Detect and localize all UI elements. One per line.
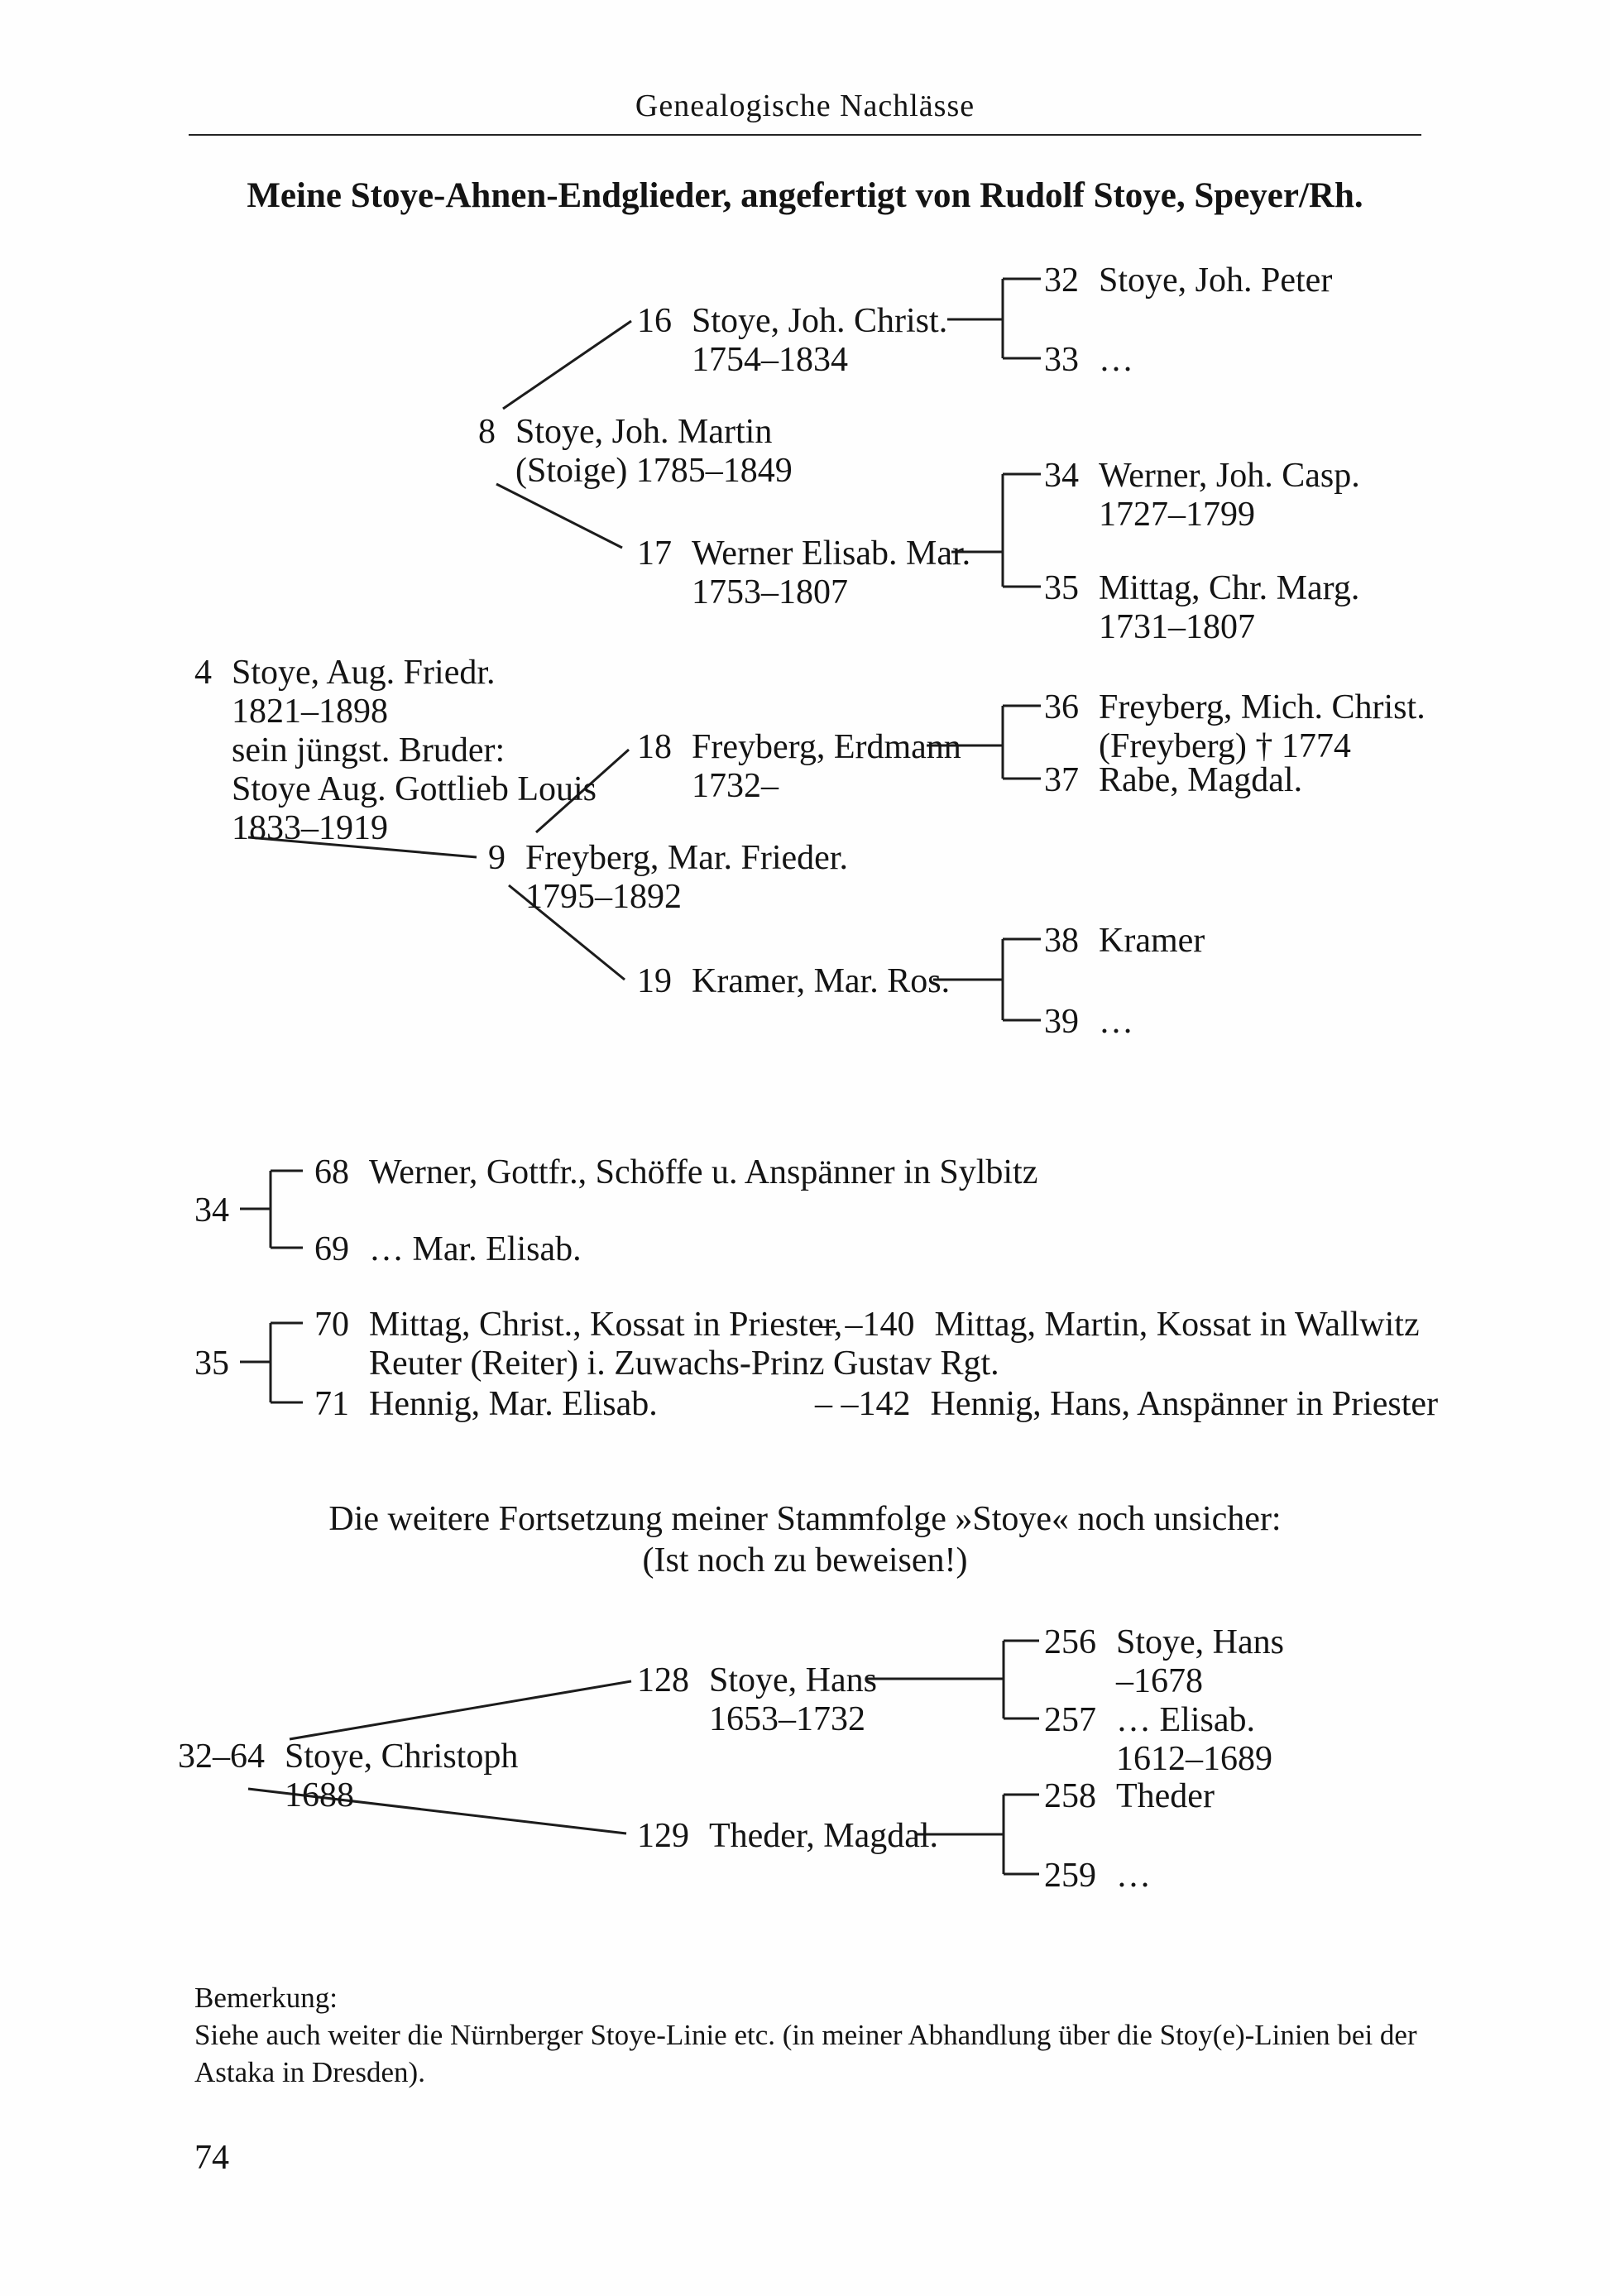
tree-node-number: – –140: [819, 1306, 915, 1344]
tree-node-line: …: [1099, 1003, 1133, 1041]
tree-node-number: 19: [637, 962, 672, 1000]
tree-node-line: Stoye, Christoph: [285, 1738, 519, 1776]
tree-node-9: [488, 839, 848, 917]
tree-node-line: Mittag, Martin, Kossat in Wallwitz: [934, 1306, 1420, 1344]
note-line1: Siehe auch weiter die Nürnberger Stoye-Linie etc. (in meiner Abhandlung über die Stoy(e)-Linien bei der: [194, 2019, 1417, 2051]
tree-node-line: … Mar. Elisab.: [369, 1230, 582, 1268]
note-line2: Astaka in Dresden).: [194, 2056, 425, 2088]
tree-node-number: 32: [1044, 261, 1079, 300]
connector-line: [503, 321, 631, 409]
note-heading: Bemerkung:: [194, 1982, 338, 2014]
tree-node-17: [637, 534, 970, 612]
tree-node-number: 259: [1044, 1857, 1096, 1895]
tree-node-line: Freyberg, Mich. Christ.: [1099, 688, 1426, 726]
tree-node-number: 257: [1044, 1701, 1096, 1739]
tree-node-35-label: [194, 1345, 249, 1383]
tree-node-number: 35: [194, 1345, 229, 1383]
tree-node-text: [692, 728, 961, 806]
tree-node-text: [935, 1306, 1420, 1345]
tree-node-16: [637, 302, 947, 380]
tree-node-line: Stoye, Hans: [1116, 1623, 1284, 1661]
tree-node-number: 33: [1044, 341, 1079, 379]
tree-node-number: 18: [637, 728, 672, 766]
tree-node-number: 4: [194, 654, 212, 692]
tree-node-line: 1753–1807: [692, 573, 848, 611]
tree-node-line: Mittag, Chr. Marg.: [1099, 569, 1360, 607]
tree-node-line: sein jüngst. Bruder:: [232, 731, 506, 769]
tree-node-number: 36: [1044, 688, 1079, 726]
tree-node-19: [637, 962, 950, 1001]
tree-node-number: 17: [637, 534, 672, 573]
tree-node-line: (Freyberg) † 1774: [1099, 727, 1351, 765]
tree-node-text: [709, 1661, 877, 1739]
tree-node-line: 1612–1689: [1116, 1740, 1272, 1778]
tree-node-text: [692, 302, 947, 380]
tree-node-text: [525, 839, 848, 917]
tree-node-259: [1044, 1857, 1151, 1896]
tree-node-37: [1044, 761, 1302, 800]
tree-node-36: [1044, 688, 1426, 766]
page-title: Meine Stoye-Ahnen-Endglieder, angefertigt von Rudolf Stoye, Speyer/Rh.: [247, 176, 1363, 215]
tree-node-text: [369, 1230, 582, 1269]
tree-node-line: Werner Elisab. Mar.: [692, 534, 971, 573]
tree-node-number: 8: [478, 413, 496, 451]
tree-node-line: Theder, Magdal.: [709, 1817, 939, 1855]
tree-node-number: 68: [314, 1153, 349, 1191]
tree-node-line: 1833–1919: [232, 809, 388, 847]
tree-node-text: [692, 962, 950, 1001]
tree-node-text: [1116, 1701, 1272, 1779]
tree-node-text: [515, 413, 793, 491]
tree-node-140: [819, 1306, 1420, 1345]
subheading-line2: (Ist noch zu beweisen!): [642, 1541, 968, 1579]
tree-node-number: 71: [314, 1385, 349, 1423]
tree-node-line: 1754–1834: [692, 341, 848, 379]
tree-node-32: [1044, 261, 1332, 300]
tree-node-line: Stoye, Aug. Friedr.: [232, 654, 496, 692]
tree-node-68: [314, 1153, 1037, 1192]
tree-node-256: [1044, 1623, 1284, 1701]
tree-node-line: 1653–1732: [709, 1700, 865, 1738]
tree-node-line: 1821–1898: [232, 693, 388, 731]
tree-node-text: [1116, 1857, 1151, 1896]
tree-node-line: Hennig, Mar. Elisab.: [369, 1385, 658, 1423]
tree-node-number: 70: [314, 1306, 349, 1344]
tree-node-line: Kramer, Mar. Ros.: [692, 962, 951, 1000]
tree-node-line: Stoye, Joh. Martin: [515, 413, 773, 451]
tree-node-number: 37: [1044, 761, 1079, 799]
tree-node-number: 32–64: [178, 1738, 265, 1776]
tree-node-number: 34: [1044, 457, 1079, 495]
tree-node-text: [1099, 457, 1360, 534]
tree-node-line: Stoye, Joh. Christ.: [692, 302, 948, 340]
note-block: [194, 1979, 1417, 2091]
tree-node-text: [1099, 1003, 1133, 1042]
tree-node-38: [1044, 922, 1205, 961]
tree-node-text: [1099, 341, 1133, 380]
tree-node-number: 9: [488, 839, 506, 877]
tree-node-line: 1727–1799: [1099, 496, 1255, 534]
tree-node-number: 39: [1044, 1003, 1079, 1041]
tree-node-text: [709, 1817, 938, 1856]
tree-node-line: Mittag, Christ., Kossat in Priester,: [369, 1306, 843, 1344]
tree-node-line: …: [1099, 341, 1133, 379]
subheading-line1: Die weitere Fortsetzung meiner Stammfolge »Stoye« noch unsicher:: [328, 1500, 1282, 1538]
tree-node-32-64: [178, 1738, 518, 1815]
tree-node-text: [931, 1385, 1439, 1424]
tree-node-line: Rabe, Magdal.: [1099, 761, 1303, 799]
tree-node-text: [1099, 761, 1302, 800]
tree-node-text: [232, 654, 597, 848]
tree-node-line: Freyberg, Mar. Frieder.: [525, 839, 848, 877]
tree-node-text: [1116, 1623, 1284, 1701]
tree-node-text: [369, 1153, 1037, 1192]
tree-node-257: [1044, 1701, 1272, 1779]
tree-node-line: Theder: [1116, 1777, 1215, 1815]
tree-node-text: [285, 1738, 518, 1815]
tree-node-text: [1116, 1777, 1215, 1816]
tree-node-line: Kramer: [1099, 922, 1205, 960]
tree-node-line: 1732–: [692, 767, 779, 805]
tree-node-number: 34: [194, 1191, 229, 1229]
tree-node-35-top: [1044, 569, 1359, 647]
tree-node-line: Werner, Joh. Casp.: [1099, 457, 1360, 495]
tree-node-18: [637, 728, 961, 806]
tree-node-128: [637, 1661, 877, 1739]
tree-node-line: (Stoige) 1785–1849: [515, 452, 793, 490]
tree-node-34-top: [1044, 457, 1360, 534]
tree-node-line: …: [1116, 1857, 1151, 1895]
tree-node-129: [637, 1817, 938, 1856]
tree-node-4: [194, 654, 597, 848]
tree-node-line: Stoye, Hans: [709, 1661, 877, 1699]
tree-node-258: [1044, 1777, 1215, 1816]
tree-node-line: 1731–1807: [1099, 608, 1255, 646]
page-number: 74: [194, 2139, 229, 2177]
tree-node-line: Hennig, Hans, Anspänner in Priester: [930, 1385, 1439, 1423]
tree-node-number: 35: [1044, 569, 1079, 607]
tree-node-line: 1795–1892: [525, 878, 682, 916]
tree-node-39: [1044, 1003, 1133, 1042]
tree-node-number: – –142: [815, 1385, 911, 1423]
tree-node-number: 38: [1044, 922, 1079, 960]
tree-node-line: Stoye, Joh. Peter: [1099, 261, 1333, 300]
tree-node-number: 16: [637, 302, 672, 340]
tree-node-number: 129: [637, 1817, 689, 1855]
tree-node-34-label: [194, 1191, 249, 1230]
tree-node-number: 258: [1044, 1777, 1096, 1815]
tree-node-33: [1044, 341, 1133, 380]
tree-node-line: Stoye Aug. Gottlieb Louis: [232, 770, 597, 808]
tree-node-text: [369, 1385, 658, 1424]
tree-node-number: 69: [314, 1230, 349, 1268]
tree-node-number: 256: [1044, 1623, 1096, 1661]
tree-node-line: –1678: [1116, 1662, 1203, 1700]
tree-node-text: [1099, 688, 1426, 766]
tree-node-text: [1099, 922, 1205, 961]
tree-node-142: [815, 1385, 1438, 1424]
tree-node-text: [692, 534, 970, 612]
tree-node-71: [314, 1385, 658, 1424]
tree-node-line: 1688: [285, 1776, 354, 1814]
tree-node-text: [1099, 569, 1359, 647]
tree-node-text: [1099, 261, 1332, 300]
tree-node-8: [478, 413, 793, 491]
tree-node-line: Freyberg, Erdmann: [692, 728, 961, 766]
running-header: Genealogische Nachlässe: [635, 89, 975, 123]
connector-line: [496, 484, 622, 548]
tree-node-line: … Elisab.: [1116, 1701, 1255, 1739]
tree-node-line: Werner, Gottfr., Schöffe u. Anspänner in Sylbitz: [369, 1153, 1038, 1191]
tree-node-line: Reuter (Reiter) i. Zuwachs-Prinz Gustav Rgt.: [369, 1345, 999, 1383]
tree-node-number: 128: [637, 1661, 689, 1699]
tree-node-69: [314, 1230, 582, 1269]
connector-line: [290, 1681, 631, 1739]
